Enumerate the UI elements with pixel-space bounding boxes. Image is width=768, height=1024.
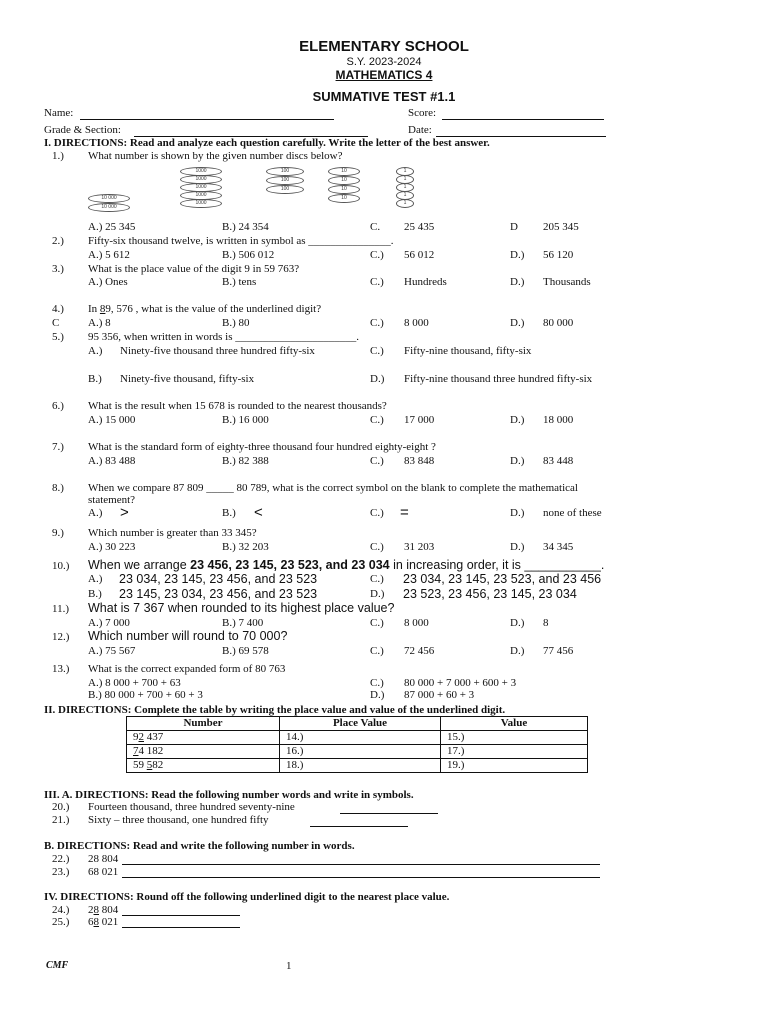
q6-option-c[interactable]: 17 000 (404, 414, 435, 426)
disc-one: 1 (396, 167, 414, 176)
q8-option-d[interactable]: none of these (543, 507, 602, 519)
part1-directions: I. DIRECTIONS: Read and analyze each question carefully. Write the letter of the best answer. (44, 137, 490, 149)
q24-text: 28 804 (88, 904, 119, 916)
q11-option-d-letter[interactable]: D.) (510, 617, 525, 629)
disc-one: 1 (396, 183, 414, 192)
q8-option-a-symbol[interactable]: > (120, 504, 129, 521)
q13-number: 13.) (52, 663, 70, 675)
q12-number: 12.) (52, 631, 70, 643)
q2-number: 2.) (52, 235, 64, 247)
disc-one: 1 (396, 199, 414, 208)
q10-option-d-letter[interactable]: D.) (370, 588, 385, 600)
q23-text: 68 021 (88, 866, 119, 878)
name-field[interactable] (80, 119, 334, 120)
q6-number: 6.) (52, 400, 64, 412)
part3b-directions: B. DIRECTIONS: Read and write the following number in words. (44, 840, 355, 852)
disc-ten-thousand: 10 000 (88, 203, 130, 212)
q4-option-b[interactable]: B.) 80 (222, 317, 250, 329)
school-title: ELEMENTARY SCHOOL (299, 38, 469, 55)
q1-option-d-letter[interactable]: D (510, 221, 518, 233)
q2-option-b[interactable]: B.) 506 012 (222, 249, 275, 261)
q1-text: What number is shown by the given number discs below? (88, 150, 343, 162)
disc-ten: 10 (328, 167, 360, 176)
q11-number: 11.) (52, 603, 70, 615)
q10-option-b[interactable]: 23 145, 23 034, 23 456, and 23 523 (119, 587, 318, 601)
q9-option-a[interactable]: A.) 30 223 (88, 541, 136, 553)
q8-text-line1: When we compare 87 809 _____ 80 789, what is the correct symbol on the blank to complete the mathematical (88, 482, 578, 494)
q11-option-a[interactable]: A.) 7 000 (88, 617, 130, 629)
q9-number: 9.) (52, 527, 64, 539)
q7-option-d-letter[interactable]: D.) (510, 455, 525, 467)
disc-thousand: 1000 (180, 167, 222, 176)
column-header: Place Value (280, 717, 441, 731)
q20-text: Fourteen thousand, three hundred seventy-nine (88, 801, 295, 813)
q5-option-a-letter[interactable]: A.) (88, 345, 103, 357)
disc-thousand: 1000 (180, 191, 222, 200)
q22-answer-field[interactable] (122, 864, 600, 865)
number-cell: 74 182 (127, 745, 280, 759)
table-row (127, 759, 588, 773)
score-field[interactable] (442, 119, 604, 120)
q11-option-c[interactable]: 8 000 (404, 617, 429, 629)
footer-initials: CMF (46, 960, 69, 971)
q12-text: Which number will round to 70 000? (88, 629, 288, 643)
q11-option-b[interactable]: B.) 7 400 (222, 617, 264, 629)
name-label: Name: (44, 107, 74, 119)
disc-thousand: 1000 (180, 199, 222, 208)
q5-option-d-letter[interactable]: D.) (370, 373, 385, 385)
q5-option-c[interactable]: Fifty-nine thousand, fifty-six (404, 345, 532, 357)
disc-ten-thousand: 10 000 (88, 194, 130, 203)
q5-option-a[interactable]: Ninety-five thousand three hundred fifty-six (120, 345, 315, 357)
q8-option-b-letter[interactable]: B.) (222, 507, 236, 519)
q6-option-d-letter[interactable]: D.) (510, 414, 525, 426)
q7-option-c[interactable]: 83 848 (404, 455, 435, 467)
q3-number: 3.) (52, 263, 64, 275)
q3-option-a[interactable]: A.) Ones (88, 276, 128, 288)
q4-option-d[interactable]: 80 000 (543, 317, 574, 329)
q2-option-c[interactable]: 56 012 (404, 249, 435, 261)
score-label: Score: (408, 107, 437, 119)
disc-hundred: 100 (266, 176, 304, 185)
q12-option-a[interactable]: A.) 75 567 (88, 645, 136, 657)
q12-option-b[interactable]: B.) 69 578 (222, 645, 269, 657)
value-cell[interactable]: 15.) (441, 731, 588, 745)
q11-text: What is 7 367 when rounded to its highest place value? (88, 601, 395, 615)
place-value-cell[interactable]: 14.) (280, 731, 441, 745)
q3-option-c-letter[interactable]: C.) (370, 276, 384, 288)
q11-option-d[interactable]: 8 (543, 617, 549, 629)
page-number: 1 (286, 960, 292, 972)
q5-text: 95 356, when written in words is ______________________. (88, 331, 360, 343)
q10-option-d[interactable]: 23 523, 23 456, 23 145, 23 034 (403, 587, 577, 601)
q13-option-d[interactable]: 87 000 + 60 + 3 (404, 689, 475, 701)
q25-answer-field[interactable] (122, 927, 240, 928)
q3-text: What is the place value of the digit 9 in 59 763? (88, 263, 300, 275)
q5-option-b-letter[interactable]: B.) (88, 373, 102, 385)
q13-option-c[interactable]: 80 000 + 7 000 + 600 + 3 (404, 677, 517, 689)
q12-option-c[interactable]: 72 456 (404, 645, 435, 657)
place-value-cell[interactable]: 16.) (280, 745, 441, 759)
q20-answer-field[interactable] (340, 813, 438, 814)
q2-option-a[interactable]: A.) 5 612 (88, 249, 130, 261)
column-header: Number (127, 717, 280, 731)
table-row (127, 745, 588, 759)
q1-option-c[interactable]: 25 435 (404, 221, 435, 233)
q4-underlined-digit: 8 (99, 303, 106, 315)
q9-option-d-letter[interactable]: D.) (510, 541, 525, 553)
number-cell: 92 437 (127, 731, 280, 745)
q8-option-c-letter[interactable]: C.) (370, 507, 384, 519)
table-header-row (127, 717, 588, 731)
q21-number: 21.) (52, 814, 70, 826)
table-row (127, 731, 588, 745)
disc-ten: 10 (328, 185, 360, 194)
q6-option-c-letter[interactable]: C.) (370, 414, 384, 426)
disc-hundred: 100 (266, 167, 304, 176)
q12-option-d-letter[interactable]: D.) (510, 645, 525, 657)
q3-option-b[interactable]: B.) tens (222, 276, 257, 288)
q1-option-b[interactable]: B.) 24 354 (222, 221, 269, 233)
q10-option-c[interactable]: 23 034, 23 145, 23 523, and 23 456 (403, 572, 602, 586)
disc-one: 1 (396, 175, 414, 184)
part4-directions: IV. DIRECTIONS: Round off the following underlined digit to the nearest place value. (44, 891, 450, 903)
q2-option-d-letter[interactable]: D.) (510, 249, 525, 261)
number-cell: 59 582 (127, 759, 280, 773)
date-label: Date: (408, 124, 432, 136)
q13-option-b[interactable]: B.) 80 000 + 700 + 60 + 3 (88, 689, 203, 701)
q10-option-a-letter[interactable]: A.) (88, 573, 103, 585)
q6-option-b[interactable]: B.) 16 000 (222, 414, 269, 426)
q9-text: Which number is greater than 33 345? (88, 527, 257, 539)
q8-text-line2: statement? (88, 494, 136, 506)
q4-answer-mark: C (52, 317, 60, 329)
q2-option-c-letter[interactable]: C.) (370, 249, 384, 261)
q9-option-c-letter[interactable]: C.) (370, 541, 384, 553)
q11-option-c-letter[interactable]: C.) (370, 617, 384, 629)
q24-number: 24.) (52, 904, 70, 916)
disc-thousand: 1000 (180, 183, 222, 192)
q4-text: In 89, 576 , what is the value of the underlined digit? (88, 303, 322, 315)
q10-option-c-letter[interactable]: C.) (370, 573, 384, 585)
q1-option-c-letter[interactable]: C. (370, 221, 381, 233)
q20-number: 20.) (52, 801, 70, 813)
value-cell[interactable]: 17.) (441, 745, 588, 759)
disc-one: 1 (396, 191, 414, 200)
disc-ten: 10 (328, 194, 360, 203)
test-title: SUMMATIVE TEST #1.1 (312, 89, 456, 104)
q6-option-d[interactable]: 18 000 (543, 414, 574, 426)
q6-text: What is the result when 15 678 is rounded to the nearest thousands? (88, 400, 387, 412)
q9-option-d[interactable]: 34 345 (543, 541, 574, 553)
q4-option-d-letter[interactable]: D.) (510, 317, 525, 329)
q7-option-a[interactable]: A.) 83 488 (88, 455, 136, 467)
q23-answer-field[interactable] (122, 877, 600, 878)
place-value-table (126, 716, 588, 773)
q10-number: 10.) (52, 560, 70, 572)
q8-option-d-letter[interactable]: D.) (510, 507, 525, 519)
q22-text: 28 804 (88, 853, 119, 865)
q13-text: What is the correct expanded form of 80 763 (88, 663, 286, 675)
q13-option-d-letter[interactable]: D.) (370, 689, 385, 701)
q1-option-d[interactable]: 205 345 (543, 221, 579, 233)
q25-number: 25.) (52, 916, 70, 928)
q7-text: What is the standard form of eighty-three thousand four hundred eighty-eight ? (88, 441, 436, 453)
q7-option-b[interactable]: B.) 82 388 (222, 455, 269, 467)
q8-option-c-symbol[interactable]: = (400, 504, 409, 521)
q7-number: 7.) (52, 441, 64, 453)
q6-option-a[interactable]: A.) 15 000 (88, 414, 136, 426)
q5-option-b[interactable]: Ninety-five thousand, fifty-six (120, 373, 255, 385)
q25-text: 68 021 (88, 916, 119, 928)
q22-number: 22.) (52, 853, 70, 865)
disc-ten: 10 (328, 176, 360, 185)
q23-number: 23.) (52, 866, 70, 878)
school-year: S.Y. 2023-2024 (346, 56, 422, 68)
q3-option-d-letter[interactable]: D.) (510, 276, 525, 288)
q8-option-b-symbol[interactable]: < (254, 504, 263, 521)
q3-option-d[interactable]: Thousands (543, 276, 591, 288)
q4-option-a[interactable]: A.) 8 (88, 317, 111, 329)
disc-thousand: 1000 (180, 175, 222, 184)
q5-option-c-letter[interactable]: C.) (370, 345, 384, 357)
q9-option-b[interactable]: B.) 32 203 (222, 541, 269, 553)
part3-directions: III. A. DIRECTIONS: Read the following number words and write in symbols. (44, 789, 414, 801)
value-cell[interactable]: 19.) (441, 759, 588, 773)
column-header: Value (441, 717, 588, 731)
q12-option-c-letter[interactable]: C.) (370, 645, 384, 657)
q13-option-a[interactable]: A.) 8 000 + 700 + 63 (88, 677, 181, 689)
q3-option-c[interactable]: Hundreds (404, 276, 447, 288)
subject-title: MATHEMATICS 4 (335, 68, 433, 82)
disc-hundred: 100 (266, 185, 304, 194)
q8-option-a-letter[interactable]: A.) (88, 507, 103, 519)
grade-label: Grade & Section: (44, 124, 121, 136)
q7-option-d[interactable]: 83 448 (543, 455, 574, 467)
part2-directions: II. DIRECTIONS: Complete the table by writing the place value and value of the underlined digit. (44, 704, 506, 716)
q5-number: 5.) (52, 331, 64, 343)
q7-option-c-letter[interactable]: C.) (370, 455, 384, 467)
q5-option-d[interactable]: Fifty-nine thousand three hundred fifty-six (404, 373, 593, 385)
q12-option-d[interactable]: 77 456 (543, 645, 574, 657)
q24-answer-field[interactable] (122, 915, 240, 916)
q2-text: Fifty-six thousand twelve, is written in symbol as _______________. (88, 235, 394, 247)
q4-number: 4.) (52, 303, 64, 315)
q1-number: 1.) (52, 150, 64, 162)
q21-text: Sixty – three thousand, one hundred fifty (88, 814, 269, 826)
q13-option-c-letter[interactable]: C.) (370, 677, 384, 689)
q1-option-a[interactable]: A.) 25 345 (88, 221, 136, 233)
q10-text: When we arrange 23 456, 23 145, 23 523, and 23 034 in increasing order, it is ___________. (88, 558, 605, 572)
q4-option-c[interactable]: 8 000 (404, 317, 429, 329)
place-value-cell[interactable]: 18.) (280, 759, 441, 773)
q9-option-c[interactable]: 31 203 (404, 541, 435, 553)
q10-option-a[interactable]: 23 034, 23 145, 23 456, and 23 523 (119, 572, 318, 586)
q2-option-d[interactable]: 56 120 (543, 249, 574, 261)
q8-number: 8.) (52, 482, 64, 494)
q4-option-c-letter[interactable]: C.) (370, 317, 384, 329)
q10-option-b-letter[interactable]: B.) (88, 588, 102, 600)
q21-answer-field[interactable] (310, 826, 408, 827)
